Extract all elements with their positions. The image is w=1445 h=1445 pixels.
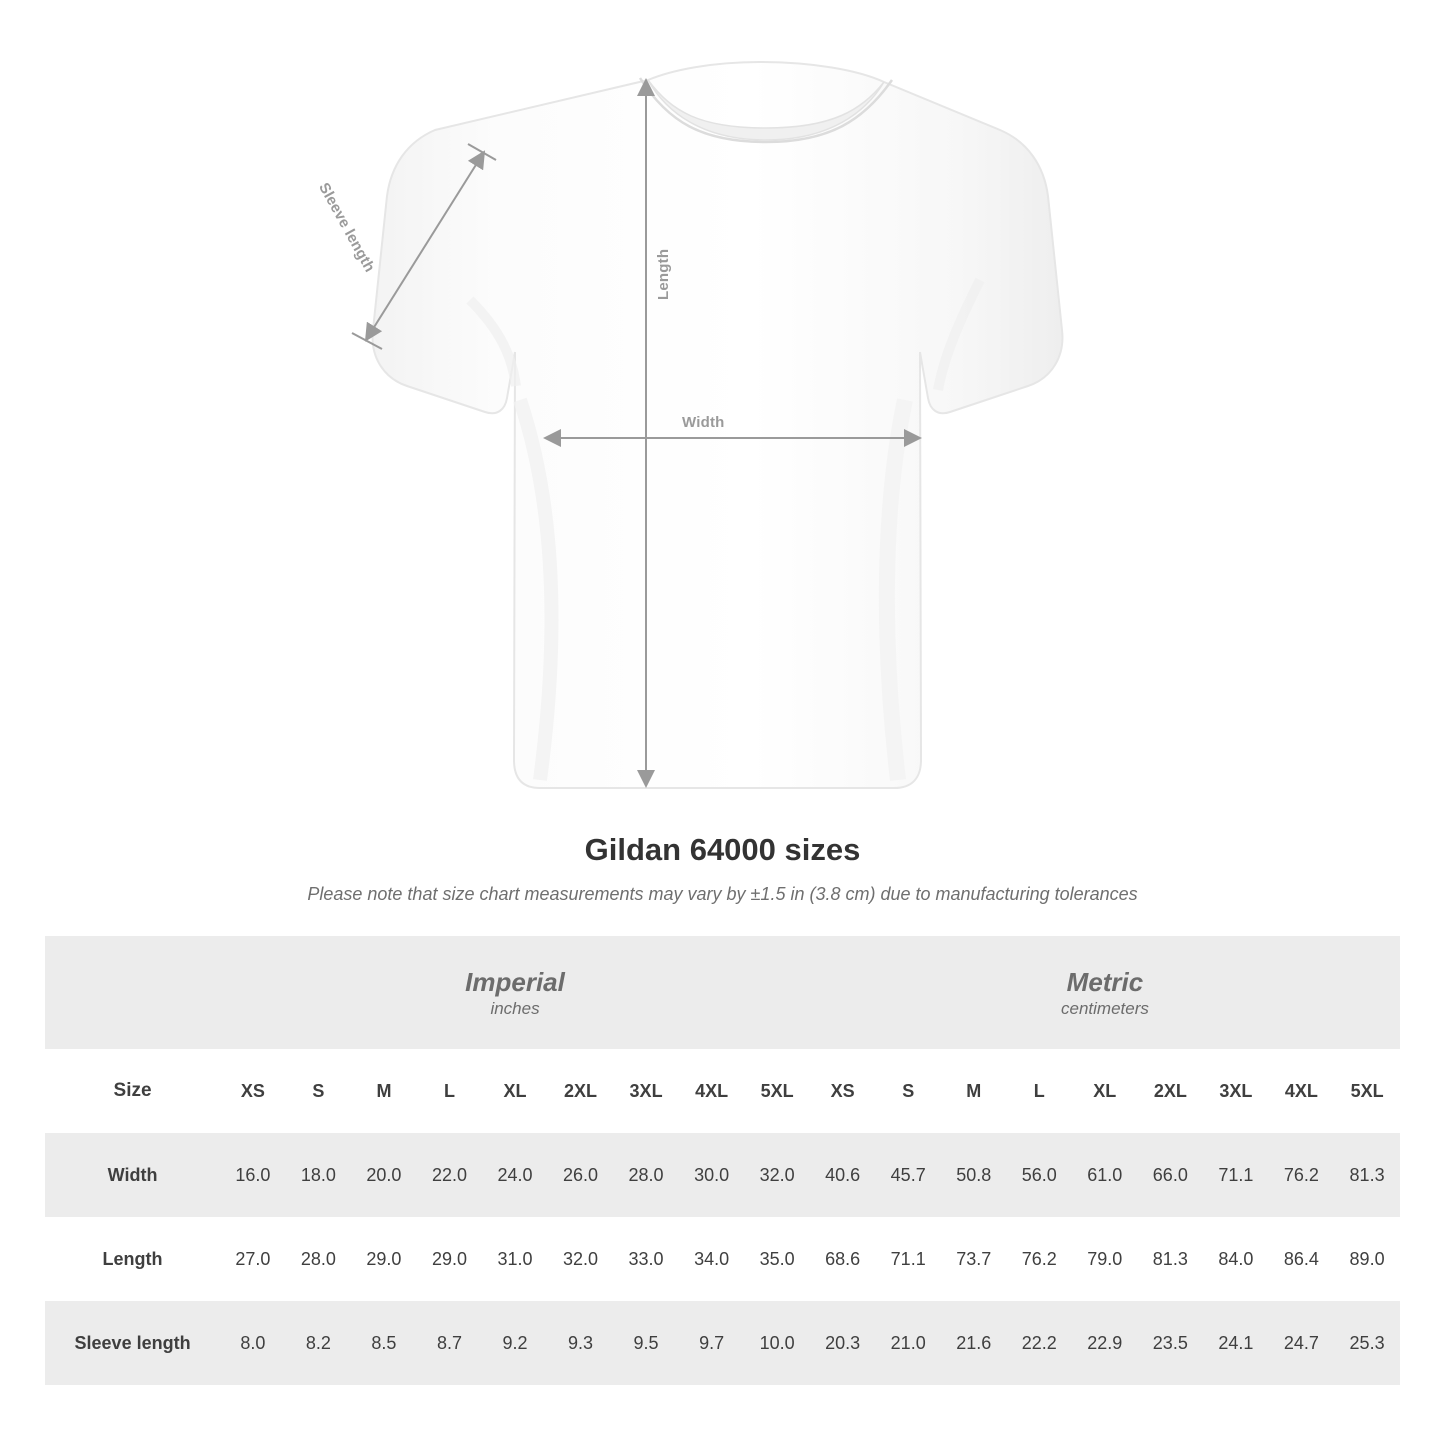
measurement-cell: 24.0: [482, 1133, 548, 1217]
size-table-wrapper: [45, 936, 1400, 1385]
measurement-cell: 24.7: [1269, 1301, 1335, 1385]
measurement-cell: 28.0: [613, 1133, 679, 1217]
column-header-size: Size: [45, 1049, 220, 1133]
measurement-cell: 50.8: [941, 1133, 1007, 1217]
measurement-cell: 30.0: [679, 1133, 745, 1217]
table-row: [45, 1133, 1400, 1217]
unit-header-spacer: [45, 936, 220, 1049]
measurement-cell: 27.0: [220, 1217, 286, 1301]
size-header-cell: 4XL: [1269, 1049, 1335, 1133]
measurement-cell: 20.3: [810, 1301, 876, 1385]
size-header-cell: XS: [220, 1049, 286, 1133]
measurement-cell: 76.2: [1269, 1133, 1335, 1217]
size-table: [45, 936, 1400, 1385]
measurement-cell: 21.6: [941, 1301, 1007, 1385]
measurement-cell: 18.0: [286, 1133, 352, 1217]
measurement-cell: 61.0: [1072, 1133, 1138, 1217]
measurement-cell: 81.3: [1334, 1133, 1400, 1217]
unit-name-imperial: Imperial: [465, 967, 565, 998]
size-header-row: [45, 1049, 1400, 1133]
table-row: [45, 1301, 1400, 1385]
width-label: Width: [682, 414, 725, 431]
row-label-width: Width: [45, 1133, 220, 1217]
measurement-cell: 9.7: [679, 1301, 745, 1385]
measurement-cell: 29.0: [417, 1217, 483, 1301]
measurement-cell: 26.0: [548, 1133, 614, 1217]
measurement-cell: 32.0: [548, 1217, 614, 1301]
measurement-cell: 22.9: [1072, 1301, 1138, 1385]
row-label-length: Length: [45, 1217, 220, 1301]
size-header-cell: XL: [482, 1049, 548, 1133]
page-title: Gildan 64000 sizes: [584, 832, 861, 867]
measurement-cell: 86.4: [1269, 1217, 1335, 1301]
measurement-cell: 8.7: [417, 1301, 483, 1385]
measurement-cell: 45.7: [875, 1133, 941, 1217]
size-header-cell: 3XL: [1203, 1049, 1269, 1133]
measurement-cell: 68.6: [810, 1217, 876, 1301]
measurement-cell: 31.0: [482, 1217, 548, 1301]
size-header-cell: 5XL: [744, 1049, 810, 1133]
measurement-cell: 81.3: [1138, 1217, 1204, 1301]
measurement-cell: 35.0: [744, 1217, 810, 1301]
length-label: Length: [655, 248, 672, 300]
size-header-cell: M: [351, 1049, 417, 1133]
measurement-cell: 10.0: [744, 1301, 810, 1385]
measurement-cell: 22.0: [417, 1133, 483, 1217]
measurement-cell: 56.0: [1007, 1133, 1073, 1217]
measurement-cell: 33.0: [613, 1217, 679, 1301]
measurement-cell: 16.0: [220, 1133, 286, 1217]
measurement-cell: 8.5: [351, 1301, 417, 1385]
size-header-cell: 2XL: [548, 1049, 614, 1133]
row-label-sleeve-length: Sleeve length: [45, 1301, 220, 1385]
size-header-cell: L: [1007, 1049, 1073, 1133]
size-header-cell: 5XL: [1334, 1049, 1400, 1133]
measurement-cell: 73.7: [941, 1217, 1007, 1301]
measurement-cell: 21.0: [875, 1301, 941, 1385]
unit-header-imperial: [220, 936, 810, 1049]
unit-header-row: [45, 936, 1400, 1049]
measurement-cell: 9.5: [613, 1301, 679, 1385]
size-header-cell: 4XL: [679, 1049, 745, 1133]
measurement-cell: 84.0: [1203, 1217, 1269, 1301]
size-header-cell: 2XL: [1138, 1049, 1204, 1133]
measurement-cell: 28.0: [286, 1217, 352, 1301]
size-header-cell: XS: [810, 1049, 876, 1133]
measurement-cell: 22.2: [1007, 1301, 1073, 1385]
title-block: [0, 832, 1445, 905]
measurement-cell: 20.0: [351, 1133, 417, 1217]
size-header-cell: S: [875, 1049, 941, 1133]
measurement-cell: 8.2: [286, 1301, 352, 1385]
measurement-cell: 34.0: [679, 1217, 745, 1301]
unit-sub-imperial: inches: [490, 998, 540, 1018]
size-header-cell: L: [417, 1049, 483, 1133]
measurement-cell: 79.0: [1072, 1217, 1138, 1301]
measurement-cell: 76.2: [1007, 1217, 1073, 1301]
measurement-cell: 25.3: [1334, 1301, 1400, 1385]
measurement-cell: 40.6: [810, 1133, 876, 1217]
size-header-cell: 3XL: [613, 1049, 679, 1133]
size-header-cell: M: [941, 1049, 1007, 1133]
size-header-cell: S: [286, 1049, 352, 1133]
measurement-cell: 9.2: [482, 1301, 548, 1385]
measurement-cell: 71.1: [1203, 1133, 1269, 1217]
unit-header-metric: [810, 936, 1400, 1049]
measurement-note: Please note that size chart measurements may vary by ±1.5 in (3.8 cm) due to manufacturing tolerances: [307, 884, 1138, 904]
table-row: [45, 1217, 1400, 1301]
measurement-cell: 23.5: [1138, 1301, 1204, 1385]
measurement-cell: 8.0: [220, 1301, 286, 1385]
measurement-cell: 9.3: [548, 1301, 614, 1385]
measurement-cell: 29.0: [351, 1217, 417, 1301]
size-header-cell: XL: [1072, 1049, 1138, 1133]
unit-name-metric: Metric: [1066, 967, 1144, 998]
measurement-cell: 89.0: [1334, 1217, 1400, 1301]
unit-sub-metric: centimeters: [1061, 998, 1149, 1018]
measurement-cell: 66.0: [1138, 1133, 1204, 1217]
measurement-cell: 32.0: [744, 1133, 810, 1217]
measurement-cell: 71.1: [875, 1217, 941, 1301]
sleeve-length-label: Sleeve length: [315, 180, 379, 276]
measurement-cell: 24.1: [1203, 1301, 1269, 1385]
